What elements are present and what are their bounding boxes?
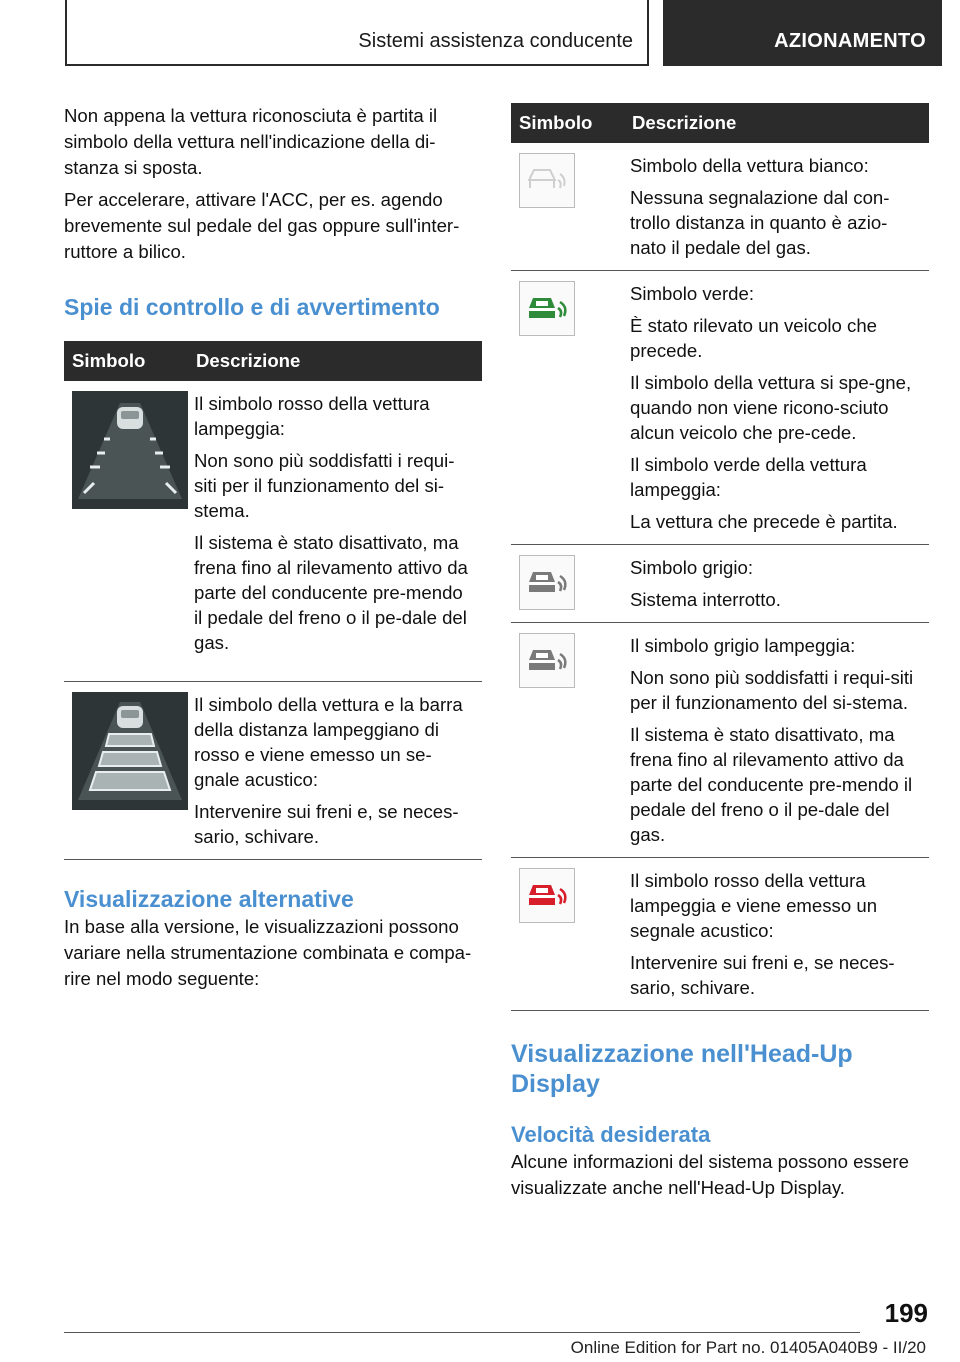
- row-text: Sistema interrotto.: [630, 589, 781, 610]
- left-column: [64, 103, 482, 998]
- row-text: Non sono più soddisfatti i requi-siti per il funzionamento del si-stema.: [630, 667, 914, 713]
- table-row: [511, 143, 929, 271]
- row-text: Nessuna segnalazione dal con-trollo distanza in quanto è azio-nato il pedale del gas.: [630, 187, 890, 258]
- alternative-display-text: In base alla versione, le visualizzazioni possono variare nella strumentazione combinata e compa-rire nel modo seguente:: [64, 915, 472, 989]
- running-header-section: [65, 0, 649, 66]
- car-white-icon: [519, 153, 575, 208]
- heading-desired-speed: Velocità desiderata: [511, 1122, 711, 1147]
- table-row: [64, 381, 482, 681]
- running-header-chapter: [663, 0, 942, 66]
- row-text: Il sistema è stato disattivato, ma frena fino al rilevamento attivo da parte del conducente pre-mendo il pedale del freno o il pe-dale del gas.: [630, 724, 913, 845]
- row-text: Il simbolo rosso della vettura lampeggia:: [194, 393, 430, 439]
- car-grey-flashing-icon: [519, 633, 575, 688]
- intro-paragraph-2: Per accelerare, attivare l'ACC, per es. agendo brevemente sul pedale del gas oppure sull'inter-ruttore a bilico.: [64, 189, 460, 262]
- heading-warning-lights: Spie di controllo e di avvertimento: [64, 294, 440, 320]
- heading-alternative-display: Visualizzazione alternative: [64, 885, 354, 912]
- car-red-icon: [519, 868, 575, 923]
- heading-head-up-display: Visualizzazione nell'Head-Up Display: [511, 1040, 853, 1098]
- row-text: Simbolo verde:: [630, 283, 755, 304]
- row-text: La vettura che precede è partita.: [630, 511, 898, 532]
- symbol-colors-table: [511, 103, 929, 1011]
- row-text: È stato rilevato un veicolo che precede.: [630, 315, 878, 361]
- footer-divider: [64, 1332, 860, 1333]
- car-grey-icon: [519, 555, 575, 610]
- page-number: 199: [884, 1298, 928, 1328]
- car-green-icon: [519, 281, 575, 336]
- head-up-display-text: Alcune informazioni del sistema possono essere visualizzate anche nell'Head-Up Display.: [511, 1151, 909, 1198]
- red-car-flashing-image: [72, 391, 188, 509]
- row-text: Il simbolo verde della vettura lampeggia:: [630, 454, 867, 500]
- section-title: Sistemi assistenza conducente: [358, 30, 633, 52]
- col-symbol-header: Simbolo: [64, 341, 188, 381]
- right-column: [511, 103, 929, 1207]
- chapter-title: AZIONAMENTO: [774, 30, 926, 52]
- table-row: [511, 623, 929, 858]
- table-row: [511, 545, 929, 623]
- warning-lights-table: [64, 341, 482, 860]
- col-description-header: Descrizione: [188, 341, 482, 381]
- row-text: Il simbolo rosso della vettura lampeggia e viene emesso un segnale acustico:: [630, 870, 878, 941]
- row-text: Simbolo della vettura bianco:: [630, 155, 869, 176]
- table-row: [511, 858, 929, 1011]
- row-text: Il simbolo grigio lampeggia:: [630, 635, 856, 656]
- col-symbol-header: Simbolo: [511, 103, 624, 143]
- row-text: Il simbolo della vettura si spe-gne, quando non viene ricono-sciuto alcun veicolo che pre-cede.: [630, 372, 912, 443]
- row-text: Simbolo grigio:: [630, 557, 753, 578]
- distance-bars-flashing-image: [72, 692, 188, 810]
- row-text: Non sono più soddisfatti i requi-siti per il funzionamento del si-stema.: [194, 450, 455, 521]
- row-text: Il sistema è stato disattivato, ma frena fino al rilevamento attivo da parte del conducente pre-mendo il pedale del freno o il pe-dale del gas.: [194, 532, 468, 653]
- edition-note: Online Edition for Part no. 01405A040B9 - II/20: [570, 1338, 926, 1357]
- row-text: Intervenire sui freni e, se neces-sario, schivare.: [630, 952, 895, 998]
- table-row: [511, 271, 929, 545]
- row-text: Intervenire sui freni e, se neces-sario, schivare.: [194, 800, 459, 847]
- row-text: Il simbolo della vettura e la barra della distanza lampeggiano di rosso e viene emesso un se-gnale acustico:: [194, 693, 463, 790]
- col-description-header: Descrizione: [624, 103, 929, 143]
- intro-paragraph-1: Non appena la vettura riconosciuta è partita il simbolo della vettura nell'indicazione della di-stanza si sposta.: [64, 105, 438, 178]
- table-row: [64, 681, 482, 859]
